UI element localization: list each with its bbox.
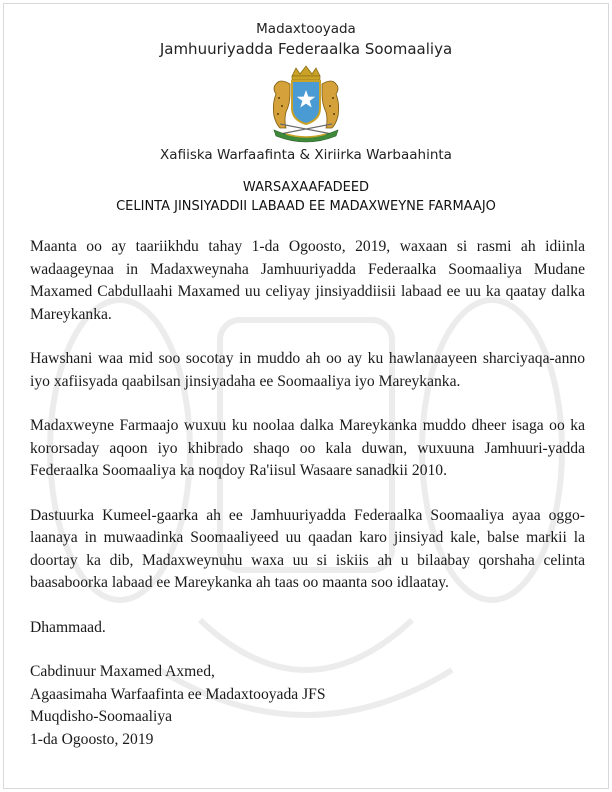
letterhead (0, 20, 612, 164)
signature-location: Muqdisho-Soomaaliya (30, 708, 173, 725)
signature-date: 1-da Ogoosto, 2019 (30, 730, 154, 748)
signature-block (30, 661, 585, 751)
paragraph-2: Hawshani waa mid soo socotay in muddo ah oo ay ku hawlanaayeen sharciyaqa-anno iyo xafiisyada qaabilsan jinsiyadaha ee Soomaaliya iyo Mareykanka. (30, 350, 585, 390)
press-release-title-block (0, 178, 612, 216)
paragraph-3: Madaxweyne Farmaajo wuxuu ku noolaa dalka Mareykanka muddo dheer isaga oo ka kororsaday aqoon iyo khibrado shaqo oo kala duwan, wuxuuna Jamhuuri-yadda Federaalka Soomaaliya ka noqdoy Ra'iisul Wasaare sanadkii 2010. (30, 417, 585, 479)
signatory-position: Agaasimaha Warfaafinta ee Madaxtooyada JFS (30, 685, 326, 703)
somalia-coat-of-arms-icon (250, 64, 362, 144)
press-release-body (30, 236, 585, 751)
paragraph-4: Dastuurka Kumeel-gaarka ah ee Jamhuuriyadda Federaalka Soomaaliya ayaa oggo-laanaya in muwaadinka Soomaaliyeed uu qaadan karo jinsiyad kale, balse markii la doortay ka dib, Madaxweynuhu waxa uu si iskiis ah u bilaabay qorshaha celinta baasaboorka labaad ee Mareykanka ah taas oo maanta soo idlaatay. (30, 506, 585, 591)
org-name-line2: Jamhuuriyadda Federaalka Soomaaliya (159, 40, 453, 58)
signatory-name: Cabdinuur Maxamed Axmed, (30, 663, 215, 680)
paragraph-1: Maanta oo ay taariikhdu tahay 1-da Ogoosto, 2019, waxaan si rasmi ah idiinla wadaageynaa in Madaxweynaha Jamhuuriyadda Federaalka Soomaaliya Mudane Maxamed Cabdullaahi Maxamed uu celiyay jinsiyaddiisii labaad ee uu ka qaatay dalka Mareykanka. (30, 238, 585, 323)
closing-text: Dhammaad. (30, 618, 106, 636)
org-name-line1: Madaxtooyada (256, 21, 356, 37)
office-name: Xafiiska Warfaafinta & Xiriirka Warbaahinta (160, 147, 452, 163)
document-subject: CELINTA JINSIYADDII LABAAD EE MADAXWEYNE FARMAAJO (116, 199, 496, 214)
document-type: WARSAXAAFADEED (242, 180, 370, 195)
